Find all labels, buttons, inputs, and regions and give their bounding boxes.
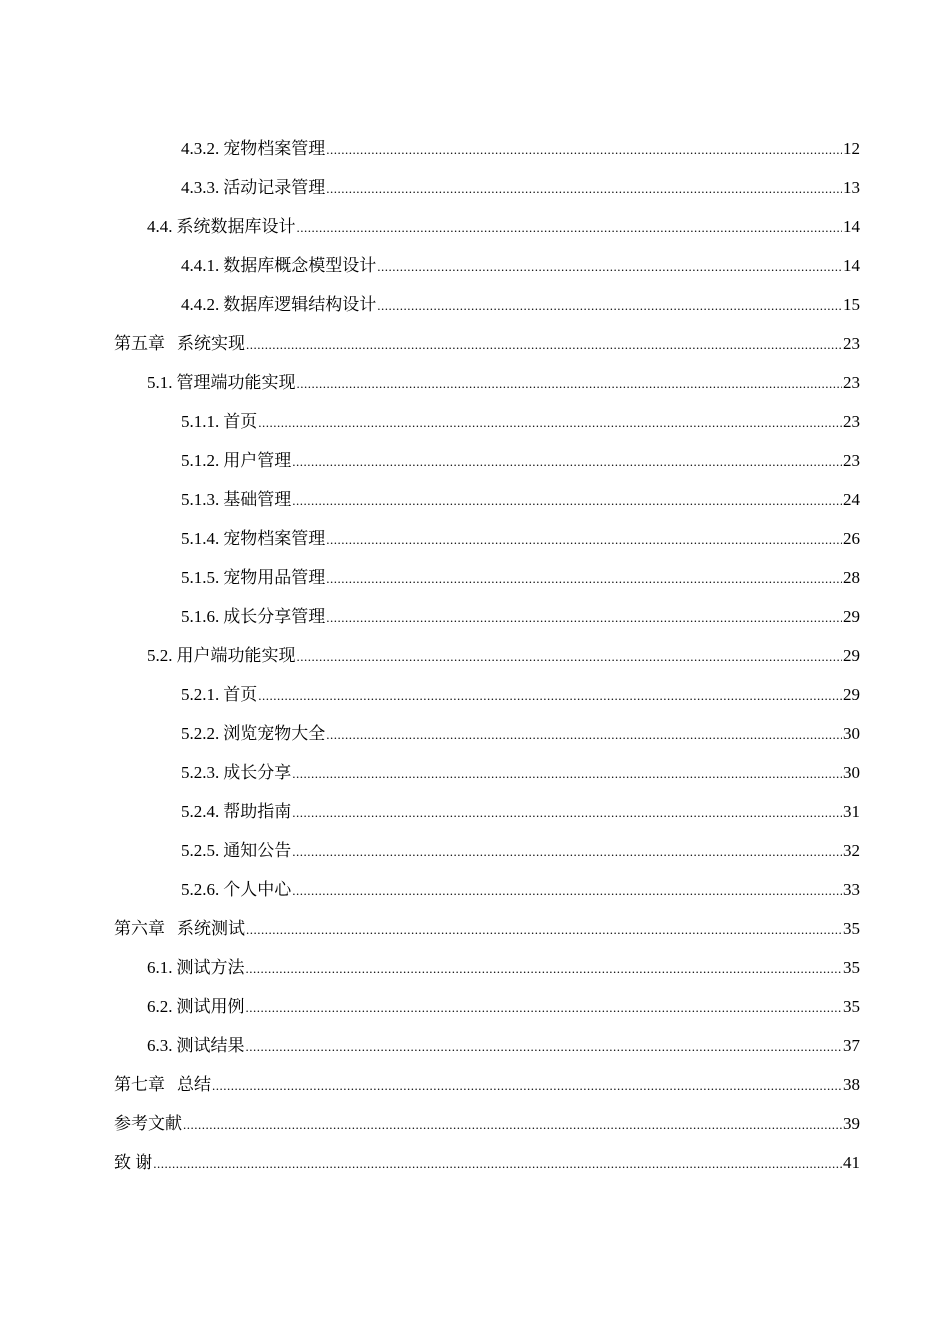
toc-entry[interactable]: [114, 480, 860, 519]
toc-entry-number: 4.4.: [147, 217, 173, 236]
toc-entry[interactable]: [114, 792, 860, 831]
toc-entry-text: 参考文献: [114, 1114, 182, 1133]
toc-entry-title: [114, 1104, 182, 1143]
toc-entry-title: [114, 1143, 152, 1182]
toc-entry[interactable]: [114, 1143, 860, 1182]
toc-entry-title: [114, 1065, 211, 1104]
toc-entry[interactable]: [114, 597, 860, 636]
toc-entry[interactable]: [114, 285, 860, 324]
toc-dot-leader: [246, 1027, 843, 1066]
toc-entry[interactable]: [114, 168, 860, 207]
toc-entry-number: 4.4.2.: [181, 295, 220, 314]
toc-entry-number: 第五章: [114, 334, 165, 353]
toc-entry-number: 5.1.3.: [181, 490, 220, 509]
toc-entry-text: 管理端功能实现: [176, 373, 296, 392]
toc-entry[interactable]: [114, 714, 860, 753]
toc-entry-title: [147, 363, 296, 402]
toc-dot-leader: [212, 1066, 842, 1105]
toc-entry[interactable]: [114, 831, 860, 870]
toc-entry-page-number: 28: [843, 568, 860, 587]
toc-entry-page-number: 14: [843, 256, 860, 275]
toc-entry-page-number: 31: [843, 802, 860, 821]
toc-entry-title: [181, 597, 325, 636]
toc-entry-page-number: 35: [843, 958, 860, 977]
toc-entry-text: 浏览宠物大全: [223, 724, 326, 743]
toc-entry-text: 宠物档案管理: [223, 529, 326, 548]
toc-entry-title: [181, 168, 325, 207]
toc-entry-page-number: 30: [843, 763, 860, 782]
toc-entry-number: 5.1.6.: [181, 607, 220, 626]
toc-dot-leader: [246, 949, 843, 988]
toc-entry-number: 5.1.5.: [181, 568, 220, 587]
toc-entry-title: [147, 948, 245, 987]
toc-entry[interactable]: [114, 636, 860, 675]
toc-entry-text: 用户管理: [223, 451, 292, 470]
toc-dot-leader: [183, 1105, 842, 1144]
toc-entry-title: [181, 441, 291, 480]
toc-entry-text: 致 谢: [114, 1153, 153, 1172]
toc-entry-number: 5.2.6.: [181, 880, 220, 899]
toc-entry[interactable]: [114, 207, 860, 246]
toc-entry-title: [147, 1026, 245, 1065]
toc-entry-title: [181, 285, 376, 324]
toc-dot-leader: [326, 169, 842, 208]
toc-entry-page-number: 23: [843, 412, 860, 431]
toc-entry[interactable]: [114, 1065, 860, 1104]
toc-dot-leader: [297, 208, 843, 247]
toc-entry-page-number: 12: [843, 139, 860, 158]
toc-entry-page-number: 13: [843, 178, 860, 197]
toc-entry-title: [181, 558, 325, 597]
toc-entry-text: 系统数据库设计: [176, 217, 296, 236]
toc-entry[interactable]: [114, 441, 860, 480]
toc-entry-number: 5.1.1.: [181, 412, 220, 431]
toc-entry-page-number: 38: [843, 1075, 860, 1094]
toc-entry-title: [114, 909, 245, 948]
toc-entry-text: 数据库逻辑结构设计: [223, 295, 377, 314]
toc-entry-title: [147, 207, 296, 246]
toc-entry-title: [181, 246, 376, 285]
toc-entry-list: [114, 129, 860, 1182]
toc-dot-leader: [326, 130, 842, 169]
toc-dot-leader: [377, 286, 842, 325]
toc-entry-page-number: 15: [843, 295, 860, 314]
toc-entry[interactable]: [114, 1104, 860, 1143]
toc-dot-leader: [326, 715, 842, 754]
toc-entry-number: 5.2.3.: [181, 763, 220, 782]
toc-entry-text: 成长分享: [223, 763, 292, 782]
toc-entry-title: [147, 987, 245, 1026]
toc-entry-page-number: 29: [843, 607, 860, 626]
toc-entry-text: 总结: [177, 1075, 211, 1094]
toc-entry-text: 宠物档案管理: [223, 139, 326, 158]
toc-entry-title: [181, 519, 325, 558]
toc-dot-leader: [377, 247, 842, 286]
toc-entry-text: 测试用例: [176, 997, 245, 1016]
toc-entry-text: 测试方法: [176, 958, 245, 977]
toc-entry-text: 数据库概念模型设计: [223, 256, 377, 275]
toc-entry-number: 5.1.4.: [181, 529, 220, 548]
toc-dot-leader: [292, 832, 842, 871]
toc-entry-number: 4.3.3.: [181, 178, 220, 197]
toc-entry-number: 4.3.2.: [181, 139, 220, 158]
toc-entry-title: [147, 636, 296, 675]
toc-entry-text: 首页: [223, 412, 258, 431]
toc-entry[interactable]: [114, 129, 860, 168]
toc-entry-number: 5.2.5.: [181, 841, 220, 860]
toc-entry-title: [181, 402, 257, 441]
toc-entry-number: 第七章: [114, 1075, 165, 1094]
toc-entry-page-number: 37: [843, 1036, 860, 1055]
toc-entry-number: 6.1.: [147, 958, 173, 977]
toc-dot-leader: [246, 910, 842, 949]
toc-entry-text: 首页: [223, 685, 258, 704]
toc-entry-number: 5.2.1.: [181, 685, 220, 704]
toc-entry[interactable]: [114, 909, 860, 948]
toc-entry-title: [181, 792, 291, 831]
toc-entry-text: 成长分享管理: [223, 607, 326, 626]
toc-entry-page-number: 29: [843, 685, 860, 704]
toc-dot-leader: [297, 364, 843, 403]
toc-entry-text: 基础管理: [223, 490, 292, 509]
toc-entry[interactable]: [114, 675, 860, 714]
toc-dot-leader: [258, 676, 842, 715]
toc-entry-text: 系统实现: [177, 334, 245, 353]
toc-entry-number: 6.3.: [147, 1036, 173, 1055]
table-of-contents: [114, 129, 860, 1182]
toc-entry-title: [181, 870, 291, 909]
toc-entry[interactable]: [114, 402, 860, 441]
toc-entry[interactable]: [114, 324, 860, 363]
toc-entry-title: [181, 129, 325, 168]
toc-dot-leader: [297, 637, 843, 676]
toc-entry-title: [114, 324, 245, 363]
toc-dot-leader: [292, 754, 842, 793]
toc-entry-page-number: 33: [843, 880, 860, 899]
toc-entry-text: 个人中心: [223, 880, 292, 899]
toc-dot-leader: [246, 988, 843, 1027]
toc-dot-leader: [326, 520, 842, 559]
toc-dot-leader: [326, 559, 842, 598]
toc-entry-title: [181, 480, 291, 519]
toc-entry-text: 宠物用品管理: [223, 568, 326, 587]
toc-entry[interactable]: [114, 870, 860, 909]
toc-entry[interactable]: [114, 753, 860, 792]
toc-entry-page-number: 23: [843, 334, 860, 353]
toc-entry-text: 帮助指南: [223, 802, 292, 821]
toc-entry-page-number: 39: [843, 1114, 860, 1133]
toc-dot-leader: [292, 871, 842, 910]
toc-entry-number: 5.2.4.: [181, 802, 220, 821]
toc-entry-number: 5.2.2.: [181, 724, 220, 743]
toc-dot-leader: [258, 403, 842, 442]
toc-entry-text: 测试结果: [176, 1036, 245, 1055]
toc-entry[interactable]: [114, 1026, 860, 1065]
toc-entry-number: 5.1.: [147, 373, 173, 392]
toc-entry-page-number: 24: [843, 490, 860, 509]
toc-entry-text: 通知公告: [223, 841, 292, 860]
toc-entry-page-number: 35: [843, 997, 860, 1016]
toc-dot-leader: [153, 1144, 842, 1183]
toc-entry[interactable]: [114, 987, 860, 1026]
toc-entry-number: 第六章: [114, 919, 165, 938]
toc-entry-page-number: 23: [843, 451, 860, 470]
toc-entry[interactable]: [114, 246, 860, 285]
toc-entry-page-number: 41: [843, 1153, 860, 1172]
toc-dot-leader: [292, 481, 842, 520]
toc-entry-number: 4.4.1.: [181, 256, 220, 275]
toc-entry-number: 6.2.: [147, 997, 173, 1016]
toc-entry[interactable]: [114, 519, 860, 558]
toc-entry-page-number: 23: [843, 373, 860, 392]
toc-entry-number: 5.1.2.: [181, 451, 220, 470]
toc-entry-text: 系统测试: [177, 919, 245, 938]
toc-entry[interactable]: [114, 363, 860, 402]
toc-dot-leader: [292, 793, 842, 832]
toc-entry-page-number: 30: [843, 724, 860, 743]
toc-entry-title: [181, 753, 291, 792]
toc-entry-page-number: 32: [843, 841, 860, 860]
toc-entry-title: [181, 831, 291, 870]
toc-entry-text: 用户端功能实现: [176, 646, 296, 665]
toc-entry-title: [181, 675, 257, 714]
toc-entry-page-number: 29: [843, 646, 860, 665]
toc-entry-page-number: 14: [843, 217, 860, 236]
toc-entry-number: 5.2.: [147, 646, 173, 665]
toc-dot-leader: [246, 325, 842, 364]
toc-dot-leader: [292, 442, 842, 481]
toc-entry[interactable]: [114, 558, 860, 597]
toc-entry-page-number: 35: [843, 919, 860, 938]
toc-entry-text: 活动记录管理: [223, 178, 326, 197]
toc-entry-page-number: 26: [843, 529, 860, 548]
toc-entry[interactable]: [114, 948, 860, 987]
toc-entry-title: [181, 714, 325, 753]
toc-dot-leader: [326, 598, 842, 637]
